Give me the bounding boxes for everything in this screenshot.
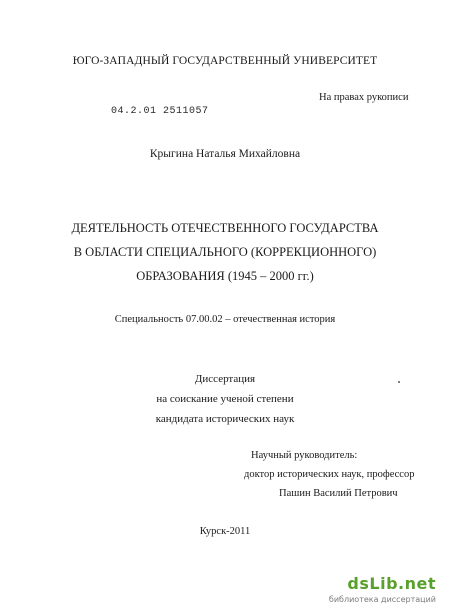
thesis-title-line-1: ДЕЯТЕЛЬНОСТЬ ОТЕЧЕСТВЕННОГО ГОСУДАРСТВА: [71, 221, 379, 235]
watermark-subtitle: библиотека диссертаций: [328, 595, 436, 604]
manuscript-rights-note: На правах рукописи: [319, 92, 409, 103]
watermark: [318, 574, 436, 608]
supervisor-degree: доктор исторических наук, профессор: [244, 469, 415, 480]
dissertation-label: Диссертация: [194, 373, 256, 385]
author-name: Крыгина Наталья Михайловна: [149, 148, 301, 160]
city-year: Курск-2011: [199, 526, 251, 537]
registration-stamp: 04.2.01 2511057: [111, 106, 209, 117]
university-name: ЮГО-ЗАПАДНЫЙ ГОСУДАРСТВЕННЫЙ УНИВЕРСИТЕТ: [72, 55, 378, 67]
degree-name-line: кандидата исторических наук: [155, 413, 295, 425]
degree-purpose-line: на соискание ученой степени: [156, 393, 294, 405]
watermark-logo: dsLib.net: [347, 574, 436, 593]
specialty-line: Специальность 07.00.02 – отечественная история: [114, 314, 336, 325]
scan-speck: [398, 381, 400, 383]
thesis-title-line-2: В ОБЛАСТИ СПЕЦИАЛЬНОГО (КОРРЕКЦИОННОГО): [73, 245, 377, 259]
thesis-title-line-3: ОБРАЗОВАНИЯ (1945 – 2000 гг.): [136, 269, 314, 283]
supervisor-label: Научный руководитель:: [251, 450, 358, 461]
supervisor-name: Пашин Василий Петрович: [279, 488, 398, 499]
